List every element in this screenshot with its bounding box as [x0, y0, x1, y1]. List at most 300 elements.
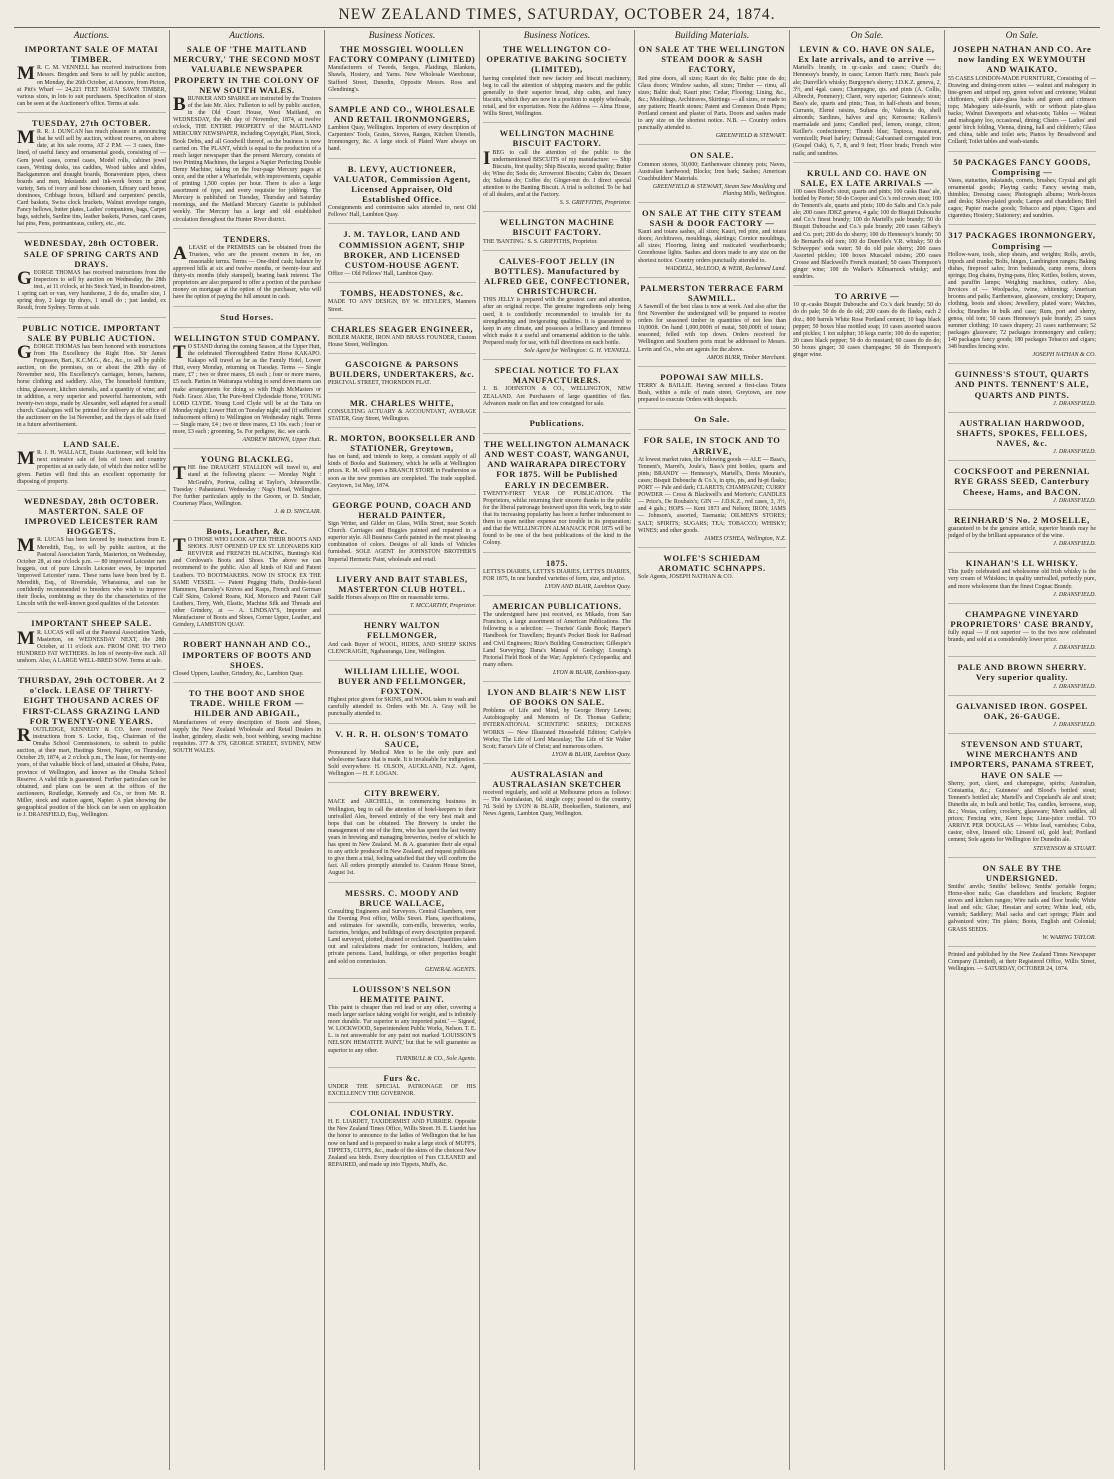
ad-signature: LYON AND BLAIR, Lambton Quay.: [544, 583, 631, 590]
ad-heading: WELLINGTON MACHINE BISCUIT FACTORY.: [499, 217, 615, 238]
ad-body-text: 55 CASES LONDON-MADE FURNITURE, Consisting of — Drawing and dining-room suites — walnut and mahogany in line-green and striped rep, green velvet and cretonne; Walnut chiffoniers, with plate-glass backs and green and crimson tops; Mahogany side-boards, with or without plate-glass backs; Walnut Davenports and what-nots; Tables — Walnut and mahogany loo, occasional, dining; Chairs — Ladies' and gents' birch folding, Vienna, dining, hall and children's; Glass and china, table and toilet sets; Pianos by Broadwood and Collard; Toilet tables and wash-stands.: [948, 75, 1096, 146]
advertisement: [173, 234, 321, 307]
ad-heading: IMPORTANT SALE OF MATAI TIMBER.: [24, 44, 159, 65]
advertisement: [173, 639, 321, 683]
ad-body: [17, 270, 166, 313]
ad-heading: AUSTRALASIAN and AUSTRALASIAN SKETCHER: [492, 768, 622, 789]
drop-cap: G: [17, 341, 32, 363]
ad-body: [328, 380, 476, 387]
ad-heading: J. M. TAYLOR, LAND AND COMMISSION AGENT, SHIP BROKER, AND LICENSED CUSTOM-HOUSE AGENT.: [338, 229, 466, 270]
ad-body-text: TWENTY-FIRST YEAR OF PUBLICATION. The Proprietors, whilst returning their sincere thanks to the public for the liberal patronage bestowed upon this work, beg to state that its increasing popularity has been a further inducement to them to spare neither expense nor trouble in its preparation; and that the WELLINGTON ALMANACK FOR 1875 will be found to be one of the best publications of the kind in the Colony.: [483, 490, 631, 547]
ad-heading: ON SALE AT THE WELLINGTON STEAM DOOR & SASH FACTORY,: [638, 44, 786, 75]
advertisement: [483, 439, 631, 553]
ad-body-text: RUNKER AND SPARKE are instructed by the Trustees of the late Mr. Alex. Fullerton to sell by public auction, in the Old Court House, West Maitland, on WEDNESDAY, the 4th day of November, 1874, at twelve o'clock, THE ENTIRE PROPERTY of the MAITLAND MERCURY NEWSPAPER, including Copyright, Plant, Stock, Book Debts, and all Goodwill thereof, as the business is now carried on. The PLANT, which is equal to the production of a much larger newspaper than the present Mercury, consists of two Printing Machines, the largest a Napier Perfecting Double Demy Machine, taking on the four-page Mercury pages at once, and the other a Wharfedale, with improvements, capable of printing 1,500 copies per hour. There is also a large assortment of type, and every requisite for jobbing. The Mercury is published on Tuesday, Thursday and Saturday mornings, and the Maitland Mercury Gazette is published weekly. The Mercury has a large and old established circulation throughout the Hunter River district.: [173, 95, 321, 223]
ad-heading: Publications.: [529, 417, 585, 428]
ad-body: [328, 125, 476, 153]
advertisement: [173, 333, 321, 449]
ad-body-text: R. R. J. DUNCAN has much pleasure in announcing that he will sell by auction, without reserve, on above date, at his sale rooms, AT 2 P.M. — 3 cases, fine-lined, of useful fancy and ornamental goods, consisting of — Gem jewel cases, cornel cases, Model rolls, cabinet jewel cases, Writing desks, tea caddies, Wood tables and slides, Backgammon and draught boards, Bonaventure pipes, chess boards and men, Inkstands and ink-work boxes in great variety, Sets of ivory and bone chessmen, Library card boxes, dominoes, Cribbage boxes, billiard and carpenters' pencils, Card baskets, Swiss clock brackets, Walnut envelope ranges, Fancy bellows, butter plates, Ladies' companions, bags, Carpet bags, satchels, Sardine tins, leather baskets, Purses, card cases, hat pins, Pens, portmanteaus, cutlery, etc., etc.: [17, 129, 166, 228]
ad-body: [948, 76, 1096, 147]
drop-cap: M: [17, 535, 35, 557]
column-7: [944, 30, 1099, 1470]
ad-body: [328, 1084, 476, 1098]
advertisement: [948, 863, 1096, 947]
ad-body-text: HE fine DRAUGHT STALLION will travel to, and stand at the following places: — Monday Night : McGrath's, Porirua, calling at Taylor's, Johnsonville. Tuesday : Pahautanui. Wednesday : Nag's Head, Wellington. For further particulars apply to the Groom, or D. Sinclair, Courtenay Place, Wellington.: [173, 465, 321, 507]
ad-body-text: Consignments and commission sales attended to, next Old Fellows' Hall, Lambton Quay.: [328, 205, 476, 219]
ad-body-text: Sole Agents, JOSEPH NATHAN & CO.: [638, 574, 734, 581]
ad-body-text: fully equal — if not superior — to the two now celebrated brands, and sold at a considerably lower price.: [948, 630, 1096, 644]
ad-body-text: BOILER MAKER, IRON AND BRASS FOUNDER, Custom House Street, Wellington.: [328, 334, 476, 348]
advertisement: [483, 128, 631, 212]
advertisement: [483, 418, 631, 434]
advertisement: [638, 435, 786, 547]
advertisement: [17, 439, 166, 491]
advertisement: [17, 675, 166, 823]
ad-body: [17, 627, 166, 665]
advertisement: [328, 324, 476, 354]
ad-body-text: At lowest market rates, the following goods — ALE — Bass's, Tennent's, Marrel's, Joule's, Bass's pint bottles, quarts and pints; BRANDY — Hennessy's, Martell's, Denis Mounie's, cases; Bisquit Dubouche & Co.'s, in qrts, pts, and ht-pt flasks; PORT — Pale and dark; CLARETS; CHAMPAGNE; CURRY POWDER — Cross & Blackwell's and Morton's; CANDLES — Price's, De Roubaix's; GIN — J.D.K.Z., red cases, 3, 3½, and 4 gals.; HOPS — Kent 1873 and Nelson; IRON; JAMS — Johnson's, assorted, Tasmania; OILMEN'S STORES; SALT; SPIRITS; SUGARS; TEA; TOBACCO; WHISKY; WINES; and other goods.: [638, 456, 786, 534]
ad-body: [948, 884, 1096, 934]
advertisement: [948, 701, 1096, 734]
advertisement: [17, 118, 166, 234]
ad-heading: ROBERT HANNAH AND CO., IMPORTERS OF BOOTS AND SHOES.: [182, 639, 312, 670]
ad-body: [173, 671, 321, 678]
ad-body-text: EORGE THOMAS has been honored with instructions from His Excellency the Right Hon. Sir James Fergusson, Bart., K.C.M.G., &c., &c., to sell by public auction, on the premises, on or about the 28th day of November next, His Excellency's carriages, horses, harness, horse clothing and saddlery. Also, The household furniture, china, glassware, kitchen utensils, and a quantity of wine; and in addition, a very superior and powerful harmonium, with twenty-two stops, made by Alexandre, well adapted for a small church. Catalogues will be printed for delivery at the office of the auctioneer on the 1st November, and the days of sale fixed in a future advertisement.: [17, 343, 166, 428]
ad-body-text: Manufacturers of Tweeds, Serges, Plaidings, Blankets, Shawls, Hosiery, and Yarns. New Wholesale Warehouse, Stafford Street, Dunedin, Opposite Messrs. Ross and Glendining's.: [328, 65, 476, 93]
ad-body-text: PERCIVAL STREET, THORNDON FLAT.: [328, 380, 431, 387]
drop-cap: B: [173, 93, 186, 115]
ad-body-text: CONSULTING ACTUARY & ACCOUNTANT, AVERAGE STATER, Gray Street, Wellington.: [328, 408, 476, 422]
ad-body: [483, 76, 631, 119]
ad-heading: KINAHAN'S LL WHISKY.: [965, 558, 1079, 569]
ad-heading: ON SALE AT THE CITY STEAM SASH & DOOR FACTORY —: [641, 207, 783, 228]
advertisement: [328, 288, 476, 318]
ad-body-text: H. E. LIARDET, TAXIDERMIST AND FURRIER. Opposite the New Zealand Times Office, Willis Street. H. E. Liardet has the honor to announce to the ladies of Wellington that he has now on hand and is prepared to make a large stock of MUFFS, TIPPETS, CUFFS, &c., made of the skins of the choicest New Zealand sea birds. Every description of Furs CLEANED and REPAIRED, and made up into Tippets, Muffs, &c.: [328, 1119, 476, 1168]
column-header: Building Materials.: [674, 31, 750, 41]
advertisement: [17, 44, 166, 113]
ad-body: [173, 93, 321, 224]
ad-body-text: Sherry, port, claret, and champagne, spirits; Australian, Constantia, &c.; Guinness' and Blood's bottled stout; Tennent's bottled ale; Martell's and Copeland's ale and stout; Dunedin ale, in bulk and bottle; Tea, candles, kerosene, soap, &c.; Vestas, cutlery, crockery, glassware; Men's saddles, all prices; Fencing wire, Kent hops; Lime-juice cordial. TO ARRIVE PER DOUGLAS — White lead, varnishes; Colza, castor, olive, linseed oils; Linseed oil, gold leaf; Portland cement; Sole agents for Wellington for Dunedin ale.: [948, 780, 1096, 844]
advertisement: [328, 620, 476, 661]
ad-signature: JAMES O'SHEA, Wellington, N.Z.: [704, 535, 786, 542]
drop-cap: R: [17, 725, 31, 746]
advertisement: [328, 729, 476, 784]
ad-heading: AMERICAN PUBLICATIONS.: [492, 600, 622, 611]
advertisement: [948, 44, 1096, 152]
ad-body-text: EORGE THOMAS has received instructions from the Inspectors to sell by auction on Wednesday, the 28th inst., at 11 o'clock, at his Stock Yard, in Brandon-street, 1 spring cart or van, very handsome, 2 do do, smaller size, 1 spring dray, 2 large tip drays, 1 small do ; just landed, ex Result, from Sydney. Terms at sale.: [17, 270, 166, 312]
ad-heading: LIVERY AND BAIT STABLES, MASTERTON CLUB HOTEL.: [336, 573, 468, 594]
advertisement: [328, 44, 476, 99]
ad-heading: WILLIAM LILLIE, WOOL BUYER AND FELLMONGER, FOXTON.: [337, 665, 467, 697]
advertisement: [173, 688, 321, 759]
ad-body: [328, 909, 476, 966]
column-6: [789, 30, 944, 1470]
ad-heading: HENRY WALTON FELLMONGER,: [363, 620, 441, 641]
ad-body-text: MADE TO ANY DESIGN, BY W. HEYLER'S, Manners Street.: [328, 299, 476, 313]
ad-heading: AUSTRALIAN HARDWOOD, SHAFTS, SPOKES, FELLOES, NAVES, &c.: [956, 417, 1088, 449]
ad-heading: B. LEVY, AUCTIONEER, VALUATOR, Commission Agent, Licensed Appraiser, Old Established Office.: [333, 163, 471, 205]
advertisement: [483, 769, 631, 823]
ad-body: [483, 386, 631, 407]
ad-heading: THE WELLINGTON ALMANACK AND WEST COAST, WANGANUI, AND WAIRARAPA DIRECTORY FOR 1875. Will be Published EARLY IN DECEMBER.: [483, 438, 631, 490]
ad-body: [328, 205, 476, 219]
drop-cap: M: [17, 448, 35, 470]
ad-body-text: Saddle Horses always on Hire on reasonable terms.: [328, 595, 450, 602]
ad-body: [173, 242, 321, 302]
ad-body-text: LETTS'S DIARIES, LETTS'S DIARIES, LETTS'S DIARIES, FOR 1875, In one hundred varieties of form, size, and price.: [483, 568, 631, 582]
ad-body: [328, 750, 476, 778]
advertisement: [638, 150, 786, 202]
advertisement: [328, 788, 476, 882]
ad-heading: REINHARD'S No. 2 MOSELLE,: [954, 514, 1090, 525]
ad-body-text: TERRY & BAILLIE. Having secured a first-class Totara Bush, within a mile of main street, Greytown, are now prepared to execute Orders with despatch.: [638, 382, 786, 404]
advertisement: [638, 372, 786, 409]
advertisement: [483, 558, 631, 596]
ad-body: [793, 302, 941, 359]
ad-signature: J. DRANSFIELD.: [1053, 591, 1096, 598]
ad-body: [948, 781, 1096, 845]
ad-body-text: THIS JELLY is prepared with the greatest care and attention, after an original recipe. The genuine ingredients only being used, it is confidently recommended to invalids for its strengthening and invigorating qualities. It is guaranteed to keep in any climate, and possesses a brilliancy and firmness which make it a useful and ornamental addition to the table. Prepared ready for use, with full directions on each bottle.: [483, 297, 631, 346]
column-header: On Sale.: [850, 31, 884, 41]
ad-body-text: A Sawmill of the best class is now at work. And also after the first November the undersigned will be prepared to receive orders for seasoned timber in quantities of not less than 10,000ft. On hand 1,000,000ft of matai, 500,000ft of totara; seasoned, felled with top down. Orders received for Wellington and Southern ports must be addressed to Messrs. Levin and Co., who are agents for the above.: [638, 304, 786, 353]
column-3: [324, 30, 479, 1470]
ad-heading: THE WELLINGTON CO-OPERATIVE BAKING SOCIETY (LIMITED),: [486, 44, 628, 75]
column-header: Auctions.: [73, 31, 110, 41]
ad-body-text: 100 cases Blood's stout, quarts and pints; 100 casks Bass' ale, bottled by Porter; 50 do Cooper and Co.'s red crown stout; 100 do Tennent's ale, quarts and pints; 100 do Salts and Co.'s pale ale; 200 cases JDKZ geneva, 4 gals; 100 do Bisquit Dubouche and Co.'s finest brandy; 100 do Martell's pale brandy; 50 do Bisquit Dubouche and Co.'s pale brandy; 200 cases Gilbey's and Co. port; 200 do do sherry; 100 do Hennessy's brandy; 50 do Bernard's old tom; 100 do Dunville's V.R. whisky; 50 do Schweppes' soda water; 50 do old pale sherry; 200 cases Assorted pickles; 100 boxes Muscatel raisins; 200 cases Crosse and Blackwell's French mustard; 50 cases Thompson's ginger wine; 100 do Walker's Kilmarnock whisky; and sundries.: [793, 188, 941, 281]
advertisement: [328, 359, 476, 392]
drop-cap: T: [173, 463, 186, 485]
ad-body-text: Martell's brandy, in qr.-casks and cases; Otard's do; Hennessy's brandy, in cases; Lemon Hart's rum; Bass's pale ale; Dunville's whisky; Burgoyne's sherry; J.D.K.Z. geneva, 2, 3½, and 4gal. cases; Champagne, qts. and pints (A. Collis, Albrecht, Pommery); Claret, very superior; Guinness's stout; Bass's ale, quarts and pints; Teas, in half-chests and boxes; Currants, Elemé raisins, Sultana do, Valencia do, shell almonds; Sardines, halves and qrs; Kerosene; Kellers's marmalade and jams; Candied peel, lemon, orange, citron; Keiller's confectionery; Thumb blue; Tapioca, macaroni, vermicelli; Pearl barley; Oatmeal; Galvanised corrugated iron (Gospel Oak), 6, 7, 8, and 9 feet; Floor brads; French wire nails; and sundries.: [793, 65, 941, 157]
ad-body: [328, 454, 476, 489]
advertisement: [173, 312, 321, 328]
ad-heading: MESSRS. C. MOODY AND BRUCE WALLACE,: [345, 887, 459, 908]
ad-heading: Furs &c.: [383, 1072, 421, 1083]
ad-body: [173, 720, 321, 755]
ad-body-text: MACE and ARCHELL, in commencing business in Wellington, beg to call the attention of hotel-keepers to their unrivalled Ales, brewed entirely of the very best malt and hops that can be obtained. The Brewery is under the management of one of the firm, who has spent the last twenty years in brewing and managing breweries, twelve of which he has spent in New Zealand. M. & A. guarantee their ale equal to any article produced in New Zealand, and request publicans to give them a trial, feeling satisfied that they will confirm the fact. All orders promptly attended to. Custom House Street, August 1st.: [328, 799, 476, 877]
ad-body: [328, 799, 476, 877]
ad-body-text: 10 qr.-casks Bisquit Dubouche and Co.'s dark brandy; 50 do do do pale; 50 do do do old; 200 cases do do flasks, each 2 doz.; 800 barrels White Rose Portland cement; 10 bags black pepper; 50 boxes blue mottled soap; 10 cases assorted sauces and pickles; 1 ton sulphur; 10 kegs currie; 100 do do superior; 20 cases black pepper; 50 do do mustard; 60 cases do do do; 50 boxes ginger; 30 cases champagne; 50 do Thompson's ginger wine.: [793, 302, 941, 359]
ad-heading: CALVES-FOOT JELLY (IN BOTTLES). Manufactured by ALFRED GEE, CONFECTIONER, CHRISTCHURCH.: [484, 255, 630, 297]
ad-body: [948, 178, 1096, 221]
ad-body: [483, 491, 631, 548]
advertisement: [948, 230, 1096, 364]
advertisement: [328, 1073, 476, 1103]
ad-body: [948, 526, 1096, 540]
ad-body-text: Office — Old Fellows' Hall, Lambton Quay.: [328, 271, 433, 278]
advertisement: [328, 574, 476, 615]
advertisement: [328, 888, 476, 979]
ad-body: [328, 271, 476, 278]
ad-body: [328, 1119, 476, 1169]
ad-body: [638, 304, 786, 354]
ad-heading: STEVENSON AND STUART, WINE MERCHANTS AND IMPORTERS, PANAMA STREET, HAVE ON SALE —: [949, 738, 1095, 780]
advertisement: [483, 601, 631, 682]
ad-signature: GREENFIELD & STEWART.: [715, 133, 786, 140]
column-2: [169, 30, 324, 1470]
ad-body: [793, 65, 941, 157]
ad-signature: LYON & BLAIR, Lambton-quay.: [552, 669, 631, 676]
advertisement: [483, 217, 631, 250]
column-1: [14, 30, 169, 1470]
drop-cap: T: [173, 535, 186, 557]
ad-signature: LYON & BLAIR, Lambton Quay.: [552, 751, 631, 758]
ad-heading: THURSDAY, 29th OCTOBER. At 2 o'clock. LEASE OF THIRTY-EIGHT THOUSAND ACRES OF FIRST-CLASS GRAZING LAND FOR TWENTY-ONE YEARS.: [18, 675, 165, 726]
ad-body: [948, 952, 1096, 973]
ad-body-text: Kauri and totara sashes, all sizes; Kauri, red pine, and totara doors; Architraves, mouldings, skirtings; Cornice mouldings, all sizes; Flooring, lining and rusticated weatherboards; Greenhouse lights. Sashes and doors made to any size on the shortest notice. Country orders punctually attended to.: [638, 229, 786, 264]
advertisement: [328, 984, 476, 1068]
drop-cap: I: [483, 147, 491, 169]
ad-heading: LYON AND BLAIR'S NEW LIST OF BOOKS ON SALE.: [487, 686, 627, 708]
masthead: NEW ZEALAND TIMES, SATURDAY, OCTOBER 24, 1874.: [338, 6, 776, 23]
advertisement: [173, 44, 321, 229]
advertisement: [638, 44, 786, 145]
ad-body: [483, 147, 631, 200]
ad-heading: ON SALE BY THE UNDERSIGNED.: [982, 862, 1062, 883]
ad-body: [638, 76, 786, 133]
ad-signature: J. DRANSFIELD.: [1053, 683, 1096, 690]
ad-heading: WELLINGTON STUD COMPANY.: [173, 332, 321, 343]
ad-signature: S. S. GRIFFITHS, Proprietor.: [559, 200, 631, 207]
ad-body-text: Red pine doors, all sizes; Kauri do do; Baltic pine do do; Glass doors; Window sashes, all sizes; Timber — rimu, all sizes; Baltic deal; Kauri pine; Cedar; Flooring; Lining, &c., &c.; Mouldings, Architraves, Skirtings — all sizes, or made to any pattern; Hearth stones; Patent and Common Drain Pipes; Portland cement and plaster of Paris. Doors and sashes made to any size on the shortest notice. N.B. — Country orders punctually attended to.: [638, 75, 786, 132]
ad-body: [328, 65, 476, 93]
ad-body-text: Pronounced by Medical Men to be the only pure and wholesome Sauce that is made. It is invaluable for indigestion. Sold everywhere. H. OLSON, AUCKLAND, N.Z. Agent, Wellington — H. F. LOGAN.: [328, 749, 476, 778]
advertisement: [17, 618, 166, 670]
ad-heading: JOSEPH NATHAN AND CO. Are now landing EX WEYMOUTH AND WAIKATO.: [952, 44, 1092, 75]
advertisement: [17, 323, 166, 435]
ad-signature: J. DRANSFIELD.: [1053, 400, 1096, 407]
ad-heading: WELLINGTON MACHINE BISCUIT FACTORY.: [499, 128, 615, 149]
ad-heading: 317 PACKAGES IRONMONGERY, Comprising —: [948, 230, 1096, 251]
drop-cap: G: [17, 268, 32, 289]
ad-body-text: R. C. M. VENNELL has received instructions from Messrs. Brogden and Sons to sell by public auction, on Monday, the 26th October, at Amoore, from Picton, at Pitt's Wharf — 24,221 FEET MATAI SAWN TIMBER, various sizes, in lots to suit purchasers. Specification of sizes can be seen at the Auctioneer's office. Terms at sale.: [17, 65, 166, 107]
column-header: Business Notices.: [368, 31, 436, 41]
ad-heading: SPECIAL NOTICE TO FLAX MANUFACTURERS.: [494, 365, 620, 386]
ad-heading: GEORGE POUND, COACH AND HERALD PAINTER,: [332, 499, 472, 520]
ad-body-text: Lambton Quay, Wellington. Importers of every description of Carpenters' Tools, Grates, Stoves, Ranges, Kitchen Utensils, Ironmongery, &c. A large stock of Plated Ware always on hand.: [328, 125, 476, 153]
ad-body-text: Problems of Life and Mind, by George Henry Lewes; Autobiography and Memoirs of Dr. Thomas Guthrie; INTERNATIONAL SCIENTIFIC SERIES; DICKENS WORKS — New Illustrated Household Edition; Carlyle's Works; The Life of Lord Macaulay; The Life of Sir Walter Scott; Farrar's Life of Christ; and numerous others.: [483, 708, 631, 750]
ad-body-text: received regularly, and sold at Melbourne prices as follows: — The Australasian, 6d. single copy; posted to the country, 7d. Sold by LYON & BLAIR, Booksellers, Stationers, and News Agents, Lambton Quay, Wellington.: [483, 790, 631, 818]
ad-heading: MR. CHARLES WHITE,: [349, 397, 455, 408]
column-header: On Sale.: [1005, 31, 1039, 41]
ad-body-text: Vases, statuettes, inkstands, cornets, brushes; Crystal and gilt ornamental goods; Playing cards; Fancy sewing mats, thimbles; Dressing cases; Photograph albums; Work-boxes and desks; Silver-plated goods; Lamps and chandeliers; Bird cages; Papier mache goods; Tobacco and pipes; Cigars and cigarettes; Hosiery; Stationery; and sundries.: [948, 177, 1096, 220]
ad-body: [638, 383, 786, 404]
ad-signature: J. DRANSFIELD.: [1053, 541, 1096, 548]
ad-signature: J. DRANSFIELD.: [1053, 449, 1096, 456]
ad-signature: W. WARING TAYLOR.: [1042, 934, 1096, 941]
ad-body-text: UNDER THE SPECIAL PATRONAGE OF HIS EXCELLENCY THE GOVERNOR.: [328, 1083, 476, 1097]
advertisement: [948, 952, 1096, 977]
advertisement: [328, 104, 476, 159]
ad-heading: TUESDAY, 27th OCTOBER.: [31, 117, 152, 128]
ad-signature: GREENFIELD & STEWART, Steam Saw Moulding and Planing Mills, Wellington.: [652, 183, 786, 197]
advertisement: [328, 500, 476, 569]
ad-body: [17, 65, 166, 108]
advertisement: [328, 164, 476, 225]
ad-body: [638, 574, 786, 581]
ad-heading: TENDERS.: [223, 233, 271, 244]
ad-body-text: Hollow-ware, tools, shop shears, and weights; Rolls, anvils, tripods and cranks; Bolts, hinges, Lambington ranges; Baking dishes, fireproof safes; Iron bedsteads, camp ovens, doors springs; Dog chains, frying-pans, files; Kettles, boilers, stoves, and paraffin lamps; Weighing machines, cutlery. Also, Invoices of — Woolpacks, twine, whitening; American brooms and pails; Earthenware, glassware, crockery; Drapery, clothing, boots and shoes; Jewellery, plated ware; Watches, clocks; Brandies in bulk and case; Rum, port and sherry, genoa, old tom; 50 cases Hennessy's pale brandy; 25 cases summer clothing; 10 cases drapery; 21 cases earthenware; 52 packages glassware; 72 packages ironmongery and cutlery; 140 packages fancy goods; 180 packages Tobacco and cigars; 348 bundles fencing wire.: [948, 251, 1096, 351]
ad-body: [17, 341, 166, 429]
ad-signature: T. MCCARTHY, Proprietor.: [410, 603, 476, 610]
ad-heading: 50 PACKAGES FANCY GOODS, Comprising —: [953, 156, 1091, 177]
ad-signature: GENERAL AGENTS.: [424, 966, 476, 973]
advertisement: [948, 466, 1096, 510]
ad-body-text: OUTLEDGE, KENNEDY & CO. have received instructions from S. Locke, Esq., Chairman of the Omaha School Commissioners, to submit to public auction, at their mart, Hastings Street, Napier, on Thursday, October 29, 1874, at 2 o'clock p.m., The lease, for twenty-one years, of that valuable block of land, situated at Ohuhu, Patea, province of Wellington, and known as the Omaha School Reserve. A valid title is guaranteed. Further particulars can be obtained, and plans can be seen at the offices of the auctioneers, Routledge, Kennedy and Co., or from Mr. R. Miller, stock and station agent, Napier. A plan showing the geographical position of the block can be seen on application to J. DRANSFIELD, Esq., Wellington.: [17, 727, 166, 819]
advertisement: [793, 44, 941, 163]
column-header: Auctions.: [229, 31, 265, 41]
ad-body: [483, 239, 631, 246]
ad-body-text: O THOSE WHO LOOK AFTER THEIR BOOTS AND SHOES. JUST OPENED UP EX ST. LEONARDS KID REVIVER and FRENCH BLACKING, Bunting's Kid and Cordovan's Boots and Shoes. The above we can recommend to the public. Also all kinds of Kid and Patent Leathers. TO BOOTMAKERS. NOW IN STOCK EX THE SAME VESSEL — Patent Pegging Hafts, Double-faced Hammers, Barnsley's Knives and Rasps, French and German Calf Skins, Colored Roans, Kid, Morocco and Patent Calf Leathers, Terry, Web, Elastic, Machine Silk and Threads and other Grindery, at — A. LINDSAY'S, Importer and Manufacturer of Boots and Shoes, Corner Upper, Leather, and Grindery, LAMBTON QUAY.: [173, 537, 321, 629]
ad-signature: J. DRANSFIELD.: [1053, 721, 1096, 728]
ad-heading: PUBLIC NOTICE. IMPORTANT SALE BY PUBLIC AUCTION.: [22, 322, 161, 343]
ad-body: [328, 642, 476, 656]
masthead-rule: [14, 27, 1100, 28]
ad-body: [948, 630, 1096, 644]
ad-heading: COCKSFOOT and PERENNIAL RYE GRASS SEED, Canterbury Cheese, Hams, and BACON.: [954, 466, 1090, 497]
ad-heading: COLONIAL INDUSTRY.: [349, 1108, 455, 1119]
ad-body-text: Smiths' anvils; Smiths' bellows; Smiths' portable forges; Horse-shoe nails; Gas chandeliers and brackets; Register stoves and kitchen ranges; Wire nails and floor brads; White lead and oils; Glue; Hessian and scrim; White lead, oils, varnish; Saddlery; Mail sacks and cart springs; Plain and galvanized wire; Tin plates; Boots, English and Colonial; GRASS SEEDS.: [948, 883, 1096, 933]
ad-body: [638, 229, 786, 264]
ad-body-text: Closed Uppers, Leather, Grindery, &c., Lambton Quay.: [173, 670, 304, 677]
ad-signature: J. DRANSFIELD.: [1053, 645, 1096, 652]
ad-heading: LAND SALE.: [63, 439, 120, 450]
ad-body-text: And cash Buyer of WOOL, HIDES, AND SHEEP SKINS CLENCRAIGIE, Ngahauranga, Line, Wellington.: [328, 641, 476, 655]
ad-body-text: J. B. JOHNSTON & CO., WELLINGTON, NEW ZEALAND. Are Purchasers of large quantities of flax. Advances made on flax and tow consigned for sale.: [483, 386, 631, 407]
advertisement: [948, 369, 1096, 413]
ad-body-text: has on hand, and intends to keep, a constant supply of all kinds of Books and Stationery, which he sells at Wellington prices. R. M. will open a BRANCH STORE in Featherston as soon as the new premises are completed. The trade supplied. Greytown, 1st May, 1874.: [328, 454, 476, 489]
ad-heading: Stud Horses.: [220, 311, 274, 322]
ad-body-text: guaranteed to be the genuine article, superior brands may be judged of by the brilliant appearance of the wine.: [948, 526, 1096, 540]
ad-heading: SAMPLE AND CO., WHOLESALE AND RETAIL IRONMONGERS,: [328, 103, 476, 124]
ad-signature: J. & D. SINCLAIR.: [274, 508, 321, 515]
ad-body: [638, 162, 786, 183]
ad-signature: TURNBULL & CO., Sole Agents.: [396, 1055, 476, 1062]
drop-cap: T: [173, 341, 186, 363]
ad-heading: FOR SALE, IN STOCK AND TO ARRIVE,: [643, 435, 781, 456]
advertisement: [948, 739, 1096, 858]
ad-body: [328, 409, 476, 423]
advertisement: [328, 433, 476, 495]
ad-body: [328, 299, 476, 313]
advertisement: [638, 553, 786, 585]
advertisement: [483, 256, 631, 360]
ad-body-text: BEG to call the attention of the public to the undermentioned BISCUITS of my manufacture: — Ship Biscuits, first quality; Ship Biscuits, second quality; Butter do; Wine do; Soda do; Arrowroot Biscuits; Cabin do; Dessert do; Sultana do; Coffee do; Ginger-nut do. I direct special attention to the Banting Biscuit. A trial is solicited. To be had of all dealers, and at the Factory.: [483, 149, 631, 199]
ad-heading: On Sale.: [694, 414, 730, 425]
advertisement: [173, 454, 321, 521]
drop-cap: M: [17, 63, 35, 85]
advertisement: [483, 365, 631, 413]
ad-body-text: R. J. H. WALLACE, Estate Auctioneer, will hold his next extensive sale of lots of town and country properties at an early date, of which due notice will be given. Parties will find this an excellent opportunity for disposing of property.: [17, 450, 166, 485]
ad-body-text: Highest price given for SKINS, and WOOL taken to wash and carefully attended to. Orders with Mr. A. Gray will be punctually attended to.: [328, 697, 476, 718]
advertisement: [17, 496, 166, 614]
drop-cap: M: [17, 627, 35, 649]
ad-signature: J. DRANSFIELD.: [1053, 497, 1096, 504]
ad-body: [17, 450, 166, 485]
ad-body: [173, 341, 321, 436]
ad-body: [948, 569, 1096, 590]
ad-heading: GASCOIGNE & PARSONS BUILDERS, UNDERTAKERS, &c.: [329, 359, 475, 380]
ad-body-text: R. LUCAS will sell at the Pastoral Association Yards, Masterton, on WEDNESDAY NEXT, the 28th October, at 11 o'clock a.m. FROM ONE TO TWO HUNDRED FAT WETHERS. In lots of twenty-five each. All unshorn. Also, A LARGE WELL-BRED SOW. Terms at sale.: [17, 629, 166, 664]
ad-body-text: Common stones, 30,000; Earthenware chimney pots; Naves, Australian hardwood; Blocks; Iron bark; Sashes; American Coachbuilders' Materials.: [638, 161, 786, 182]
advertisement: [638, 208, 786, 278]
ad-body-text: Printed and published by the New Zealand Times Newspaper Company (Limited), at their Registered Office, Willis Street, Wellington. — SATURDAY, OCTOBER 24, 1874.: [948, 951, 1096, 972]
ad-heading: WEDNESDAY, 28th OCTOBER. MASTERTON. SALE OF IMPROVED LEICESTER RAM HOGGETS.: [23, 495, 159, 537]
ad-body: [328, 697, 476, 718]
ad-heading: GALVANISED IRON. GOSPEL OAK, 26-GAUGE.: [956, 700, 1088, 721]
ad-body: [948, 252, 1096, 351]
ad-body: [17, 129, 166, 228]
ad-body: [793, 189, 941, 281]
column-4: [479, 30, 634, 1470]
ad-body: [483, 790, 631, 818]
ad-heading: PALMERSTON TERRACE FARM SAWMILL.: [640, 282, 784, 303]
ad-body-text: O STAND during the coming Season, at the Upper Hutt, the celebrated Thoroughbred Entire Horse KAKAPO. Kakapo will travel as far as the Family Hotel, Lower Hutt, every Monday, returning on Tuesday. Terms — Single mare, £7 ; two or three mares, £6 each ; four or more mares, £5 each. Parties in Wairarapa wishing to send down mares can make arrangements for doing so with Hugh McMasters or Nath. Grace. Also, The Pure-bred Clydesdale Horse, YOUNG LORD CLYDE. Young Lord Clyde will be at the Taita on Monday night; Lower Hutt on Tuesday night; and (if sufficient inducement offers) to Wellington on Wednesday night. Terms — Single mare, £4 ; two or three mares, £3 10s. each ; four or more, £3 each ; grooming, 5s. For pedigree, &c. see cards.: [173, 343, 321, 436]
ad-body-text: LEASE of the PREMISES can be obtained from the Trustees, who are the present owners in fee, on reasonable terms. Terms — One-third cash; balance by approved bills at six and twelve months, or twenty-four and thirty-six months (duly stamped), bearing bank interest. The proprietors are also prepared to offer a portion of the purchase money on mortgage at the option of the purchaser, who will have the option of paying the full amount in cash.: [173, 244, 321, 301]
ad-heading: POPOWAI SAW MILLS.: [660, 371, 764, 382]
ad-signature: WADDELL, McLEOD, & WEIR, Reclaimed Land.: [665, 265, 786, 272]
advertisement: [483, 44, 631, 123]
ad-heading: LOUISSON'S NELSON HEMATITE PAINT.: [352, 983, 452, 1004]
ad-heading: KRULL AND CO. HAVE ON SALE, EX LATE ARRIVALS —: [800, 167, 934, 188]
ad-signature: JOSEPH NATHAN & CO.: [1032, 352, 1096, 359]
advertisement: [948, 515, 1096, 553]
ad-heading: TO ARRIVE —: [834, 291, 900, 302]
ad-body-text: THE 'BANTING.' S. S. GRIFFITHS, Proprietor.: [483, 238, 598, 245]
ad-heading: CHAMPAGNE VINEYARD PROPRIETORS' CASE BRANDY,: [950, 608, 1094, 629]
ad-heading: Boots, Leather, &c.: [206, 525, 288, 536]
advertisement: [638, 414, 786, 430]
ad-signature: Sole Agent for Wellington: G. H. VENNELL.: [524, 348, 631, 355]
column-5: [634, 30, 789, 1470]
ad-heading: YOUNG BLACKLEG.: [200, 454, 294, 465]
ad-body: [483, 297, 631, 347]
ad-heading: 1875.: [545, 557, 569, 568]
ad-body-text: Consulting Engineers and Surveyors. Central Chambers, over the Evening Post office, Willis Street. Plans, specifications, and estimates for sawmills, corn-mills, breweries, works, factories, bridges, and buildings of every description prepared. Land surveyed, plotted, drained or reclaimed. Quantities taken out and calculations made for contractors, builders, and private persons. Land, buildings, or other properties bought and sold on commission.: [328, 908, 476, 965]
ad-body-text: Sign Writer, and Gilder on Glass, Willis Street, near Scotch Church. Carriages and Buggies painted and repaired in a superior style. All Business Cards painted in the most pleasing combination of colors. Designs of all kinds of Vehicles furnished. SOLE AGENT for JOHNSTON BROTHER'S Imperial Hermetic Paint, wholesale and retail.: [328, 521, 476, 563]
ad-body: [483, 569, 631, 583]
ad-body-text: R. LUCAS has been favored by instructions from E. Meredith, Esq., to sell by public auction, at the Pastoral Association Yards, Masterton, on Wednesday, October 28, at one o'clock p.m. — 80 improved Leicester ram hoggets, out of pure Lincoln Leicester ewes, by imported 'improved Leicester' rams. These rams have been bred by E. Meredith, Esq., of Riversdale, Wharaurua, and can be confidently recommended to breeders who wish to improve their flocks, combining as they do the characteristics of the Lincoln with the well-known good qualities of the Leicester.: [17, 537, 166, 608]
advertisement: [638, 283, 786, 367]
advertisement: [948, 662, 1096, 695]
column-header: Business Notices.: [523, 31, 591, 41]
drop-cap: M: [17, 127, 35, 149]
ad-heading: GUINNESS'S STOUT, QUARTS AND PINTS. TENNENT'S ALE, QUARTS AND PINTS.: [954, 369, 1090, 400]
ad-heading: PALE AND BROWN SHERRY. Very superior quality.: [957, 662, 1087, 683]
ad-heading: TOMBS, HEADSTONES, &c.: [340, 288, 464, 299]
ad-body: [328, 595, 476, 602]
ad-body: [328, 335, 476, 349]
ad-body-text: having completed their new factory and biscuit machinery, beg to call the attention of shipping masters and the public generally to their superior bread, ship cabin, and fancy biscuits, which they are now in a position to supply wholesale, retail, and for exportation. Note the Address — Alma House, Willis Street, Wellington.: [483, 75, 631, 118]
ad-body: [638, 457, 786, 535]
ad-body: [328, 521, 476, 564]
ad-heading: IMPORTANT SHEEP SALE.: [31, 618, 152, 629]
advertisement: [793, 291, 941, 363]
ad-heading: CHARLES SEAGER ENGINEER,: [330, 323, 474, 334]
ad-body: [173, 537, 321, 629]
advertisement: [328, 398, 476, 428]
ad-signature: ANDREW BROWN, Upper Hutt.: [242, 437, 321, 444]
ad-signature: AMOS BURR, Timber Merchant.: [707, 354, 786, 361]
ad-heading: V. H. R. H. OLSON'S TOMATO SAUCE,: [335, 728, 469, 749]
ad-heading: SALE OF 'THE MAITLAND MERCURY,' THE SECOND MOST VALUABLE NEWSPAPER PROPERTY IN THE COLONY OF NEW SOUTH WALES.: [173, 44, 321, 95]
ad-heading: LEVIN & CO. HAVE ON SALE, Ex late arrivals, and to arrive —: [798, 44, 936, 65]
columns-container: [14, 30, 1100, 1470]
ad-body: [173, 465, 321, 508]
advertisement: [328, 229, 476, 283]
advertisement: [948, 558, 1096, 603]
ad-heading: ON SALE.: [689, 150, 734, 161]
advertisement: [483, 687, 631, 764]
advertisement: [328, 666, 476, 724]
